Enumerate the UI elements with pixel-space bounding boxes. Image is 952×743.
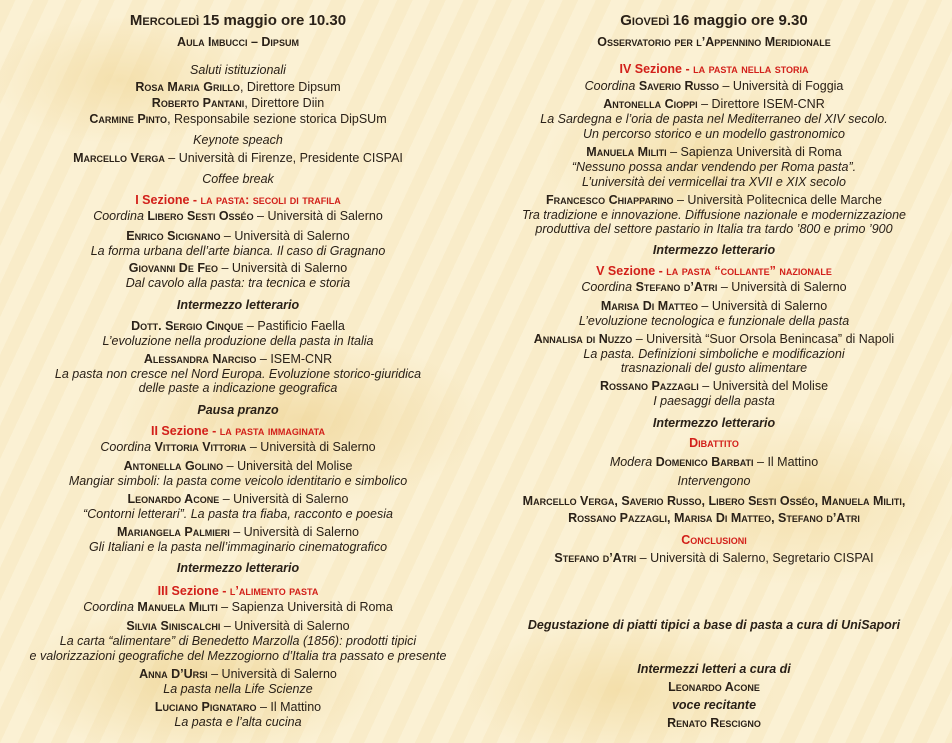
talk-title: delle paste a indicazione geografica — [138, 381, 338, 395]
credits-name: Leonardo Acone — [668, 680, 760, 694]
section-title: - la pasta: secoli di trafila — [189, 193, 341, 207]
talk-title: La pasta nella Life Scienze — [163, 682, 313, 696]
coordinator-label: Coordina — [93, 209, 144, 223]
talk-speaker — [0, 261, 476, 276]
talk-speaker — [476, 332, 952, 347]
speaker-affiliation: – Università di Salerno — [697, 299, 828, 313]
coordinator-label: Coordina — [100, 440, 152, 454]
section-title: - la pasta nella storia — [682, 62, 809, 76]
speaker-name: Marisa Di Matteo — [600, 299, 698, 313]
coordinator-affiliation: – Università di Salerno — [246, 440, 376, 454]
speaker-name: Roberto Pantani — [151, 96, 245, 110]
lunch-break: Pausa pranzo — [197, 403, 279, 417]
speaker-affiliation: – Università di Salerno — [220, 619, 350, 633]
speaker-name: Francesco Chiapparino — [546, 193, 674, 207]
section-number: III Sezione — [157, 584, 219, 598]
day2-heading — [476, 13, 952, 29]
day1-weekday: Mercoledì — [129, 12, 200, 29]
talk-speaker — [0, 525, 476, 540]
talk-title: e valorizzazioni geografiche del Mezzogiorno d’Italia tra passato e presente — [29, 649, 447, 663]
coordinator-name: Saverio Russo — [638, 79, 720, 93]
coordinator-name: Manuela Militi — [137, 600, 218, 614]
speaker-affiliation: – Università Politecnica delle Marche — [673, 193, 882, 207]
talk-speaker — [476, 379, 952, 394]
talk-title: Mangiar simboli: la pasta come veicolo identitario e simbolico — [68, 474, 408, 488]
section-1-heading — [0, 193, 476, 208]
section-title: - la pasta immaginata — [208, 424, 326, 438]
talk-speaker — [0, 700, 476, 715]
talk-title: produttiva del settore pastario in Italia tra tardo ’800 e primo ’900 — [535, 222, 893, 236]
saluti-title: Saluti istituzionali — [190, 63, 286, 77]
speaker-name: Leonardo Acone — [127, 492, 220, 506]
coordinator-affiliation: – Università di Salerno — [253, 209, 383, 223]
coordinator-affiliation: – Università di Foggia — [719, 79, 844, 93]
speaker-name: Anna D’Ursi — [139, 667, 208, 681]
moderator-label: Modera — [609, 455, 653, 469]
day2-weekday: Giovedì — [620, 12, 670, 29]
debate-heading: Dibattito — [689, 436, 739, 450]
talk-title: Gli Italiani e la pasta nell’immaginario cinematografico — [88, 540, 388, 554]
talk-title: “Nessuno possa andar vendendo per Roma pasta”. — [571, 160, 857, 174]
section-2-coordinator — [0, 440, 476, 455]
talk-speaker — [0, 619, 476, 634]
saluti-item — [0, 96, 476, 111]
speaker-affiliation: – Università “Suor Orsola Benincasa” di Napoli — [632, 332, 895, 346]
section-title: - l’alimento pasta — [218, 584, 319, 598]
speaker-role: – Università di Firenze, Presidente CISPAI — [164, 151, 403, 165]
talk-title: Un percorso storico e un modello gastronomico — [583, 127, 845, 141]
speaker-affiliation: – Università di Salerno, Segretario CISPAI — [636, 551, 874, 565]
talk-speaker — [0, 667, 476, 682]
conclusions-heading: Conclusioni — [681, 533, 747, 547]
talk-title: trasnazionali del gusto alimentare — [620, 361, 808, 375]
speaker-name: Giovanni De Feo — [128, 261, 218, 275]
day1-heading — [0, 13, 476, 29]
speaker-affiliation: – Università del Molise — [698, 379, 829, 393]
speaker-name: Dott. Sergio Cinque — [131, 319, 244, 333]
talk-title: La pasta. Definizioni simboliche e modificazioni — [583, 347, 845, 361]
section-5-coordinator — [476, 280, 952, 295]
saluti-item — [0, 112, 476, 127]
talk-title: Tra tradizione e innovazione. Diffusione nazionale e modernizzazione — [521, 208, 907, 222]
speaker-affiliation: – Università di Salerno — [219, 492, 349, 506]
intermezzo: Intermezzo letterario — [176, 298, 300, 312]
speaker-affiliation: – Università di Salerno — [229, 525, 359, 539]
talk-speaker — [0, 459, 476, 474]
speaker-affiliation: – Il Mattino — [256, 700, 322, 714]
speaker-name: Antonella Cioppi — [603, 97, 698, 111]
coordinator-name: Stefano d’Atri — [635, 280, 718, 294]
day2-date: 16 maggio ore 9.30 — [672, 12, 808, 29]
talk-title: La Sardegna e l’oria de pasta nel Mediterraneo del XIV secolo. — [540, 112, 888, 126]
section-5-heading — [476, 264, 952, 279]
day2-venue: Osservatorio per l’Appennino Meridionale — [597, 35, 831, 49]
speaker-affiliation: – Pastificio Faella — [243, 319, 345, 333]
speaker-name: Stefano d’Atri — [554, 551, 637, 565]
talk-speaker — [476, 299, 952, 314]
speaker-role: , Direttore Diin — [244, 96, 325, 110]
speaker-name: Manuela Militi — [586, 145, 667, 159]
talk-title: “Contorni letterari”. La pasta tra fiaba, racconto e poesia — [83, 507, 393, 521]
speaker-name: Alessandra Narciso — [143, 352, 257, 366]
talk-speaker — [0, 229, 476, 244]
speaker-name: Marcello Verga — [73, 151, 165, 165]
section-3-heading — [0, 584, 476, 599]
speaker-name: Rosa Maria Grillo — [135, 80, 240, 94]
intermezzo: Intermezzo letterario — [652, 416, 776, 430]
speaker-name: Enrico Sicignano — [126, 229, 221, 243]
speaker-name: Silvia Siniscalchi — [126, 619, 221, 633]
moderator-affiliation: – Il Mattino — [753, 455, 819, 469]
speaker-role: , Direttore Dipsum — [239, 80, 341, 94]
conclusions-speaker — [476, 551, 952, 566]
tasting-note: Degustazione di piatti tipici a base di pasta a cura di UniSapori — [527, 618, 901, 632]
keynote-title: Keynote speach — [193, 133, 283, 147]
credits-name: Renato Rescigno — [667, 716, 761, 730]
talk-title: L’evoluzione nella produzione della pasta in Italia — [102, 334, 374, 348]
talk-speaker — [0, 319, 476, 334]
coordinator-label: Coordina — [83, 600, 134, 614]
moderator-name: Domenico Barbati — [655, 455, 754, 469]
section-number: V Sezione — [596, 264, 656, 278]
section-1-coordinator — [0, 209, 476, 224]
day1-date: 15 maggio ore 10.30 — [202, 12, 347, 29]
section-4-coordinator — [476, 79, 952, 94]
coffee-break: Coffee break — [202, 172, 274, 186]
section-3-coordinator — [0, 600, 476, 615]
section-number: IV Sezione — [619, 62, 682, 76]
panel-label: Intervengono — [677, 474, 751, 488]
coordinator-label: Coordina — [581, 280, 633, 294]
speaker-name: Luciano Pignataro — [154, 700, 257, 714]
talk-title: La pasta non cresce nel Nord Europa. Evoluzione storico-giuridica — [54, 367, 422, 381]
talk-speaker — [476, 193, 952, 208]
credits-line: voce recitante — [671, 698, 757, 712]
panel-list: Marcello Verga, Saverio Russo, Libero Sesti Osséo, Manuela Militi, — [522, 494, 906, 508]
section-number: II Sezione — [150, 424, 209, 438]
talk-speaker — [476, 145, 952, 160]
speaker-affiliation: – Università di Salerno — [207, 667, 337, 681]
section-title: - la pasta “collante” nazionale — [655, 264, 832, 278]
intermezzo: Intermezzo letterario — [176, 561, 300, 575]
speaker-role: , Responsabile sezione storica DipSUm — [167, 112, 387, 126]
speaker-affiliation: – Università di Salerno — [217, 261, 348, 275]
credits-line: Intermezzi letteri a cura di — [637, 662, 791, 676]
speaker-name: Annalisa di Nuzzo — [533, 332, 633, 346]
speaker-name: Antonella Golino — [123, 459, 224, 473]
panel-list: Rossano Pazzagli, Marisa Di Matteo, Stefano d’Atri — [568, 511, 860, 525]
section-4-heading — [476, 62, 952, 77]
talk-speaker — [0, 352, 476, 367]
speaker-affiliation: – Università di Salerno — [220, 229, 350, 243]
section-2-heading — [0, 424, 476, 439]
talk-speaker — [0, 492, 476, 507]
talk-title: L’università dei vermicellai tra XVII e XIX secolo — [581, 175, 846, 189]
debate-moderator — [476, 455, 952, 470]
talk-title: Dal cavolo alla pasta: tra tecnica e storia — [125, 276, 351, 290]
speaker-name: Carmine Pinto — [89, 112, 168, 126]
speaker-affiliation: – Direttore ISEM-CNR — [697, 97, 825, 111]
speaker-name: Rossano Pazzagli — [599, 379, 699, 393]
speaker-affiliation: – ISEM-CNR — [256, 352, 333, 366]
section-number: I Sezione — [135, 193, 190, 207]
talk-title: La forma urbana dell’arte bianca. Il caso di Gragnano — [90, 244, 386, 258]
speaker-affiliation: – Università del Molise — [223, 459, 353, 473]
talk-title: I paesaggi della pasta — [653, 394, 775, 408]
coordinator-affiliation: – Sapienza Università di Roma — [217, 600, 393, 614]
coordinator-affiliation: – Università di Salerno — [717, 280, 847, 294]
coordinator-label: Coordina — [584, 79, 636, 93]
talk-speaker — [476, 97, 952, 112]
speaker-name: Mariangela Palmieri — [117, 525, 230, 539]
talk-title: L’evoluzione tecnologica e funzionale della pasta — [578, 314, 850, 328]
keynote-speaker — [0, 151, 476, 166]
coordinator-name: Vittoria Vittoria — [154, 440, 247, 454]
coordinator-name: Libero Sesti Osséo — [147, 209, 254, 223]
talk-title: La carta “alimentare” di Benedetto Marzolla (1856): prodotti tipici — [59, 634, 417, 648]
day1-venue: Aula Imbucci – Dipsum — [177, 35, 299, 49]
saluti-item — [0, 80, 476, 95]
intermezzo: Intermezzo letterario — [652, 243, 776, 257]
speaker-affiliation: – Sapienza Università di Roma — [666, 145, 842, 159]
talk-title: La pasta e l’alta cucina — [174, 715, 302, 729]
